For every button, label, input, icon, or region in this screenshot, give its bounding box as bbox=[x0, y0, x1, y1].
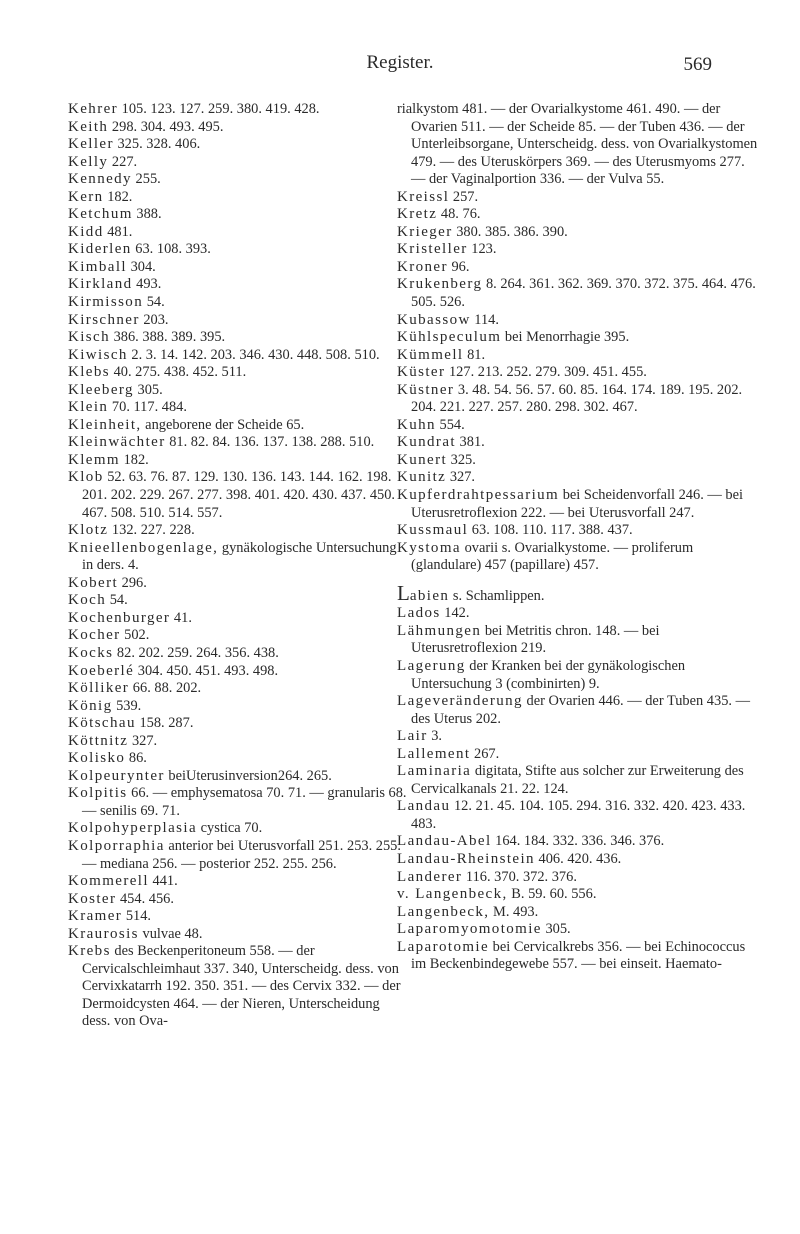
index-entry bbox=[68, 224, 408, 242]
index-references: 66. — emphysematosa 70. 71. — granularis 68. — senilis 69. 71. bbox=[82, 785, 407, 819]
index-references: 63. 108. 393. bbox=[131, 241, 211, 258]
index-keyword: Kreissl bbox=[397, 188, 450, 205]
index-entry bbox=[397, 939, 762, 974]
index-references: 227. bbox=[108, 153, 138, 170]
index-entry bbox=[397, 869, 762, 887]
index-entry bbox=[397, 312, 762, 330]
index-entry bbox=[68, 347, 408, 365]
index-references: der Ovarien 446. — der Tuben 435. — des Uterus 202. bbox=[411, 693, 750, 727]
index-entry bbox=[68, 926, 408, 944]
index-entry bbox=[397, 904, 762, 922]
index-keyword: Kolpeurynter bbox=[68, 767, 165, 784]
index-keyword: Kolporraphia bbox=[68, 837, 165, 854]
index-entry bbox=[397, 728, 762, 746]
index-keyword: Kelly bbox=[68, 153, 109, 170]
index-entry bbox=[68, 154, 408, 172]
index-references: 132. 227. 228. bbox=[108, 522, 195, 539]
index-keyword: Klob bbox=[68, 469, 104, 486]
index-references: cystica 70. bbox=[197, 820, 263, 837]
index-references: 304. 450. 451. 493. 498. bbox=[134, 662, 279, 679]
index-references: 164. 184. 332. 336. 346. 376. bbox=[491, 833, 665, 850]
index-keyword: Koster bbox=[68, 890, 117, 907]
index-entry bbox=[397, 364, 762, 382]
index-entry bbox=[397, 886, 762, 904]
index-keyword: König bbox=[68, 697, 113, 714]
index-references: ovarii s. Ovarialkystome. — proliferum (glandulare) 457 (papillare) 457. bbox=[411, 539, 694, 574]
index-keyword: Kommerell bbox=[68, 873, 149, 890]
index-keyword: Lageveränderung bbox=[397, 693, 523, 710]
index-entry bbox=[68, 452, 408, 470]
index-references: vulvae 48. bbox=[138, 925, 203, 942]
index-entry bbox=[397, 605, 762, 623]
index-references: beiUterusinversion264. 265. bbox=[164, 767, 332, 784]
index-keyword: Küster bbox=[397, 364, 446, 381]
index-entry bbox=[68, 329, 408, 347]
index-entry bbox=[397, 101, 762, 189]
index-references: angeborene der Scheide 65. bbox=[141, 416, 305, 433]
index-entry bbox=[68, 873, 408, 891]
index-keyword: Landerer bbox=[397, 868, 463, 885]
index-references: 105. 123. 127. 259. 380. 419. 428. bbox=[118, 101, 320, 117]
index-keyword: Laparotomie bbox=[397, 938, 490, 955]
index-entry bbox=[397, 921, 762, 939]
index-references: 305. bbox=[133, 381, 163, 398]
index-references: des Beckenperitoneum 558. — der Cervicalschleimhaut 337. 340, Unterscheidg. dess. von Cervixkatarrh 192. 350. 351. — des Cervix 332. — der Dermoidcysten 464. — der Nieren, Unterscheidung dess. von Ova- bbox=[82, 943, 401, 1030]
index-entry bbox=[397, 746, 762, 764]
index-entry bbox=[68, 733, 408, 751]
index-entry bbox=[68, 294, 408, 312]
index-column-right bbox=[397, 101, 762, 974]
index-keyword: Labien bbox=[397, 580, 450, 605]
index-references: 381. bbox=[455, 434, 485, 451]
index-references: anterior bei Uterusvorfall 251. 253. 255. — mediana 256. — posterior 252. 255. 256. bbox=[82, 837, 401, 872]
index-entry bbox=[397, 329, 762, 347]
index-keyword: Lair bbox=[397, 728, 428, 745]
index-entry bbox=[397, 798, 762, 833]
index-entry bbox=[68, 627, 408, 645]
index-entry bbox=[68, 645, 408, 663]
index-entry bbox=[397, 434, 762, 452]
index-references: 327. bbox=[128, 732, 158, 749]
index-keyword: Kochenburger bbox=[68, 609, 171, 626]
index-references: 81. 82. 84. 136. 137. 138. 288. 510. bbox=[165, 434, 375, 451]
index-keyword: Kroner bbox=[397, 258, 448, 275]
index-references: 158. 287. bbox=[135, 715, 194, 732]
index-keyword: Krukenberg bbox=[397, 276, 483, 293]
index-entry bbox=[397, 540, 762, 575]
index-references: 182. bbox=[103, 188, 133, 205]
index-references: 267. bbox=[470, 745, 500, 762]
index-keyword: Knieellenbogenlage, bbox=[68, 539, 219, 556]
index-keyword: Klemm bbox=[68, 451, 120, 468]
index-references: 40. 275. 438. 452. 511. bbox=[110, 364, 247, 381]
index-references: gynäkologische Untersuchung in ders. 4. bbox=[82, 539, 397, 574]
index-references: 182. bbox=[120, 451, 149, 468]
index-entry bbox=[397, 487, 762, 522]
index-keyword: Kleinheit, bbox=[68, 416, 142, 433]
index-entry bbox=[68, 715, 408, 733]
index-entry bbox=[397, 276, 762, 311]
index-references: der Kranken bei der gynäkologischen Untersuchung 3 (combinirten) 9. bbox=[411, 657, 686, 692]
index-keyword: Kupferdrahtpessarium bbox=[397, 487, 560, 504]
index-keyword: Lallement bbox=[397, 745, 471, 762]
index-references: bei Cervicalkrebs 356. — bei Echinococcus im Beckenbindegewebe 557. — bei einseit. Haemato- bbox=[411, 938, 746, 973]
index-references: 81. bbox=[463, 346, 486, 363]
index-entry bbox=[68, 136, 408, 154]
index-references: 70. 117. 484. bbox=[108, 399, 187, 416]
index-keyword: Ketchum bbox=[68, 206, 133, 223]
index-keyword: Landau-Rheinstein bbox=[397, 850, 535, 867]
index-references: 325. bbox=[447, 451, 476, 468]
index-references: 305. bbox=[541, 921, 571, 938]
index-keyword: Kretz bbox=[397, 206, 438, 223]
index-keyword: Kirkland bbox=[68, 276, 133, 293]
index-keyword: Kunitz bbox=[397, 469, 447, 486]
index-keyword: Kötschau bbox=[68, 715, 136, 732]
index-keyword: Krieger bbox=[397, 223, 453, 240]
index-keyword: Laminaria bbox=[397, 763, 472, 780]
index-keyword: Kleinwächter bbox=[68, 434, 166, 451]
index-entry bbox=[397, 833, 762, 851]
index-entry bbox=[397, 189, 762, 207]
index-references: 142. bbox=[440, 605, 470, 622]
index-entry bbox=[397, 851, 762, 869]
index-references: 257. bbox=[449, 188, 479, 205]
index-references: 380. 385. 386. 390. bbox=[452, 223, 568, 240]
index-keyword: Kennedy bbox=[68, 171, 132, 188]
index-references: rialkystom 481. — der Ovarialkystome 461. 490. — der Ovarien 511. — der Scheide 85. — der Tuben 436. — der Unterleibsorgane, Unterscheidg. dess. von Ovarialkystomen 479. — des Uteruskörpers 369. — des Uterusmyoms 277. — der Vaginalportion 336. — der Vulva 55. bbox=[397, 101, 758, 188]
index-references: 502. bbox=[120, 627, 150, 644]
index-entry bbox=[68, 663, 408, 681]
letter-section-gap bbox=[397, 575, 762, 585]
index-entry bbox=[68, 259, 408, 277]
index-references: 304. bbox=[126, 258, 156, 275]
index-keyword: Kuhn bbox=[397, 416, 436, 433]
index-keyword: Kirschner bbox=[68, 311, 140, 328]
index-references: 96. bbox=[447, 258, 470, 275]
index-keyword: v. Langenbeck, bbox=[397, 886, 508, 903]
index-entry bbox=[68, 206, 408, 224]
page-number: 569 bbox=[683, 54, 712, 75]
index-references: 52. 63. 76. 87. 129. 130. 136. 143. 144. 162. 198. 201. 202. 229. 267. 277. 398. 401. 420. 430. 437. 450. 467. 508. 510. 514. 557. bbox=[82, 469, 395, 521]
index-entry bbox=[68, 820, 408, 838]
index-keyword: Lähmungen bbox=[397, 622, 482, 639]
index-entry bbox=[397, 241, 762, 259]
index-entry bbox=[68, 522, 408, 540]
index-references: 327. bbox=[446, 469, 476, 486]
index-keyword: Kunert bbox=[397, 451, 448, 468]
index-entry bbox=[68, 312, 408, 330]
index-entry bbox=[68, 189, 408, 207]
index-column-left bbox=[68, 101, 408, 1031]
index-keyword: Kiderlen bbox=[68, 241, 132, 258]
index-entry bbox=[68, 241, 408, 259]
index-entry bbox=[397, 224, 762, 242]
index-entry bbox=[68, 610, 408, 628]
index-references: M. 493. bbox=[489, 903, 539, 920]
index-keyword: Köttnitz bbox=[68, 732, 129, 749]
index-keyword: Kristeller bbox=[397, 241, 468, 258]
index-keyword: Kystoma bbox=[397, 539, 461, 556]
index-keyword: Kolisko bbox=[68, 750, 126, 767]
index-keyword: Kubassow bbox=[397, 311, 471, 328]
index-keyword: Kölliker bbox=[68, 680, 130, 697]
index-entry bbox=[68, 592, 408, 610]
index-keyword: Kimball bbox=[68, 258, 127, 275]
index-entry bbox=[397, 347, 762, 365]
index-references: 8. 264. 361. 362. 369. 370. 372. 375. 464. 476. 505. 526. bbox=[411, 276, 756, 311]
index-entry bbox=[397, 206, 762, 224]
index-keyword: Kocher bbox=[68, 627, 121, 644]
index-keyword: Lagerung bbox=[397, 657, 466, 674]
index-references: 554. bbox=[435, 416, 465, 433]
index-keyword: Kidd bbox=[68, 223, 104, 240]
index-entry bbox=[68, 417, 408, 435]
index-references: 3. 48. 54. 56. 57. 60. 85. 164. 174. 189. 195. 202. 204. 221. 227. 257. 280. 298. 302. 467. bbox=[411, 381, 743, 416]
page-header bbox=[0, 50, 800, 80]
index-entry bbox=[68, 750, 408, 768]
index-keyword: Lados bbox=[397, 605, 441, 622]
index-entry bbox=[397, 522, 762, 540]
index-references: 2. 3. 14. 142. 203. 346. 430. 448. 508. 510. bbox=[127, 346, 380, 363]
index-keyword: Kolpitis bbox=[68, 785, 128, 802]
index-references: 41. bbox=[170, 609, 192, 626]
index-references: 123. bbox=[467, 241, 497, 258]
index-entry bbox=[397, 382, 762, 417]
index-entry bbox=[68, 382, 408, 400]
index-references: 3. bbox=[427, 728, 442, 745]
index-references: 255. bbox=[131, 171, 161, 188]
index-keyword: Küstner bbox=[397, 381, 455, 398]
index-references: 54. bbox=[143, 294, 165, 311]
index-references: bei Scheidenvorfall 246. — bei Uterusretroflexion 222. — bei Uterusvorfall 247. bbox=[411, 487, 743, 521]
index-references: 325. 328. 406. bbox=[113, 136, 201, 153]
index-keyword: Kundrat bbox=[397, 434, 456, 451]
index-references: bei Metritis chron. 148. — bei Uterusretroflexion 219. bbox=[411, 622, 660, 657]
index-keyword: Kiwisch bbox=[68, 346, 128, 363]
index-references: 114. bbox=[470, 311, 499, 328]
index-references: 493. bbox=[132, 276, 162, 293]
index-references: bei Menorrhagie 395. bbox=[501, 329, 630, 346]
index-entry bbox=[68, 698, 408, 716]
index-references: 539. bbox=[112, 697, 142, 714]
index-references: digitata, Stifte aus solcher zur Erweiterung des Cervicalkanals 21. 22. 124. bbox=[411, 763, 744, 797]
index-keyword: Keller bbox=[68, 136, 114, 153]
index-entry bbox=[68, 768, 408, 786]
page-title: Register. bbox=[366, 52, 434, 73]
index-entry bbox=[68, 838, 408, 873]
index-references: 116. 370. 372. 376. bbox=[462, 868, 577, 885]
index-keyword: Kussmaul bbox=[397, 522, 469, 539]
index-entry bbox=[68, 785, 408, 820]
index-keyword: Keith bbox=[68, 118, 109, 135]
index-entry bbox=[68, 119, 408, 137]
index-keyword: Kehrer bbox=[68, 101, 119, 117]
index-entry bbox=[397, 452, 762, 470]
index-entry bbox=[68, 680, 408, 698]
index-keyword: Kisch bbox=[68, 329, 110, 346]
index-keyword: Kleeberg bbox=[68, 381, 134, 398]
index-references: B. 59. 60. 556. bbox=[507, 886, 597, 903]
index-entry bbox=[68, 171, 408, 189]
index-entry bbox=[68, 575, 408, 593]
index-references: 514. bbox=[122, 908, 151, 925]
index-keyword: Kümmell bbox=[397, 346, 464, 363]
index-keyword: Klebs bbox=[68, 364, 110, 381]
index-entry bbox=[68, 434, 408, 452]
index-references: s. Schamlippen. bbox=[449, 587, 545, 604]
index-references: 406. 420. 436. bbox=[534, 850, 622, 867]
index-references: 298. 304. 493. 495. bbox=[108, 118, 224, 135]
index-entry bbox=[397, 580, 762, 606]
index-references: 388. bbox=[132, 206, 162, 223]
index-entry bbox=[68, 908, 408, 926]
index-entry bbox=[397, 469, 762, 487]
index-entry bbox=[397, 259, 762, 277]
index-references: 386. 388. 389. 395. bbox=[110, 329, 226, 346]
index-references: 203. bbox=[139, 311, 169, 328]
index-entry bbox=[68, 399, 408, 417]
index-entry bbox=[397, 693, 762, 728]
index-references: 481. bbox=[103, 223, 133, 240]
index-references: 82. 202. 259. 264. 356. 438. bbox=[113, 644, 279, 661]
index-entry bbox=[397, 658, 762, 693]
index-entry bbox=[68, 469, 408, 522]
index-keyword: Krebs bbox=[68, 943, 111, 960]
index-keyword: Koeberlé bbox=[68, 662, 135, 679]
index-references: 12. 21. 45. 104. 105. 294. 316. 332. 420. 423. 433. 483. bbox=[411, 798, 746, 832]
index-keyword: Kobert bbox=[68, 574, 119, 591]
index-references: 63. 108. 110. 117. 388. 437. bbox=[468, 522, 633, 539]
index-entry bbox=[68, 891, 408, 909]
index-entry bbox=[397, 763, 762, 798]
index-keyword: Klotz bbox=[68, 522, 109, 539]
index-references: 86. bbox=[125, 750, 147, 767]
index-keyword: Kocks bbox=[68, 644, 114, 661]
index-entry bbox=[68, 276, 408, 294]
index-entry bbox=[397, 623, 762, 658]
index-keyword: Langenbeck, bbox=[397, 903, 490, 920]
index-keyword: Laparomyomotomie bbox=[397, 921, 542, 938]
index-references: 296. bbox=[118, 574, 147, 591]
index-entry bbox=[68, 943, 408, 1031]
index-keyword: Kühlspeculum bbox=[397, 329, 502, 346]
index-entry bbox=[397, 417, 762, 435]
index-references: 441. bbox=[148, 873, 178, 890]
index-references: 48. 76. bbox=[437, 206, 481, 223]
index-keyword: Klein bbox=[68, 399, 109, 416]
index-entry bbox=[68, 101, 408, 119]
index-keyword: Koch bbox=[68, 592, 107, 609]
index-entry bbox=[68, 364, 408, 382]
index-entry bbox=[68, 540, 408, 575]
index-references: 54. bbox=[106, 592, 128, 609]
index-keyword: Kirmisson bbox=[68, 294, 144, 311]
index-references: 454. 456. bbox=[116, 890, 174, 907]
index-keyword: Landau bbox=[397, 798, 451, 815]
index-references: 127. 213. 252. 279. 309. 451. 455. bbox=[445, 364, 647, 381]
index-keyword: Kern bbox=[68, 188, 104, 205]
index-keyword: Kolpohyperplasia bbox=[68, 820, 198, 837]
index-references: 66. 88. 202. bbox=[129, 680, 202, 697]
index-keyword: Kramer bbox=[68, 908, 123, 925]
index-keyword: Kraurosis bbox=[68, 925, 139, 942]
index-keyword: Landau-Abel bbox=[397, 833, 492, 850]
